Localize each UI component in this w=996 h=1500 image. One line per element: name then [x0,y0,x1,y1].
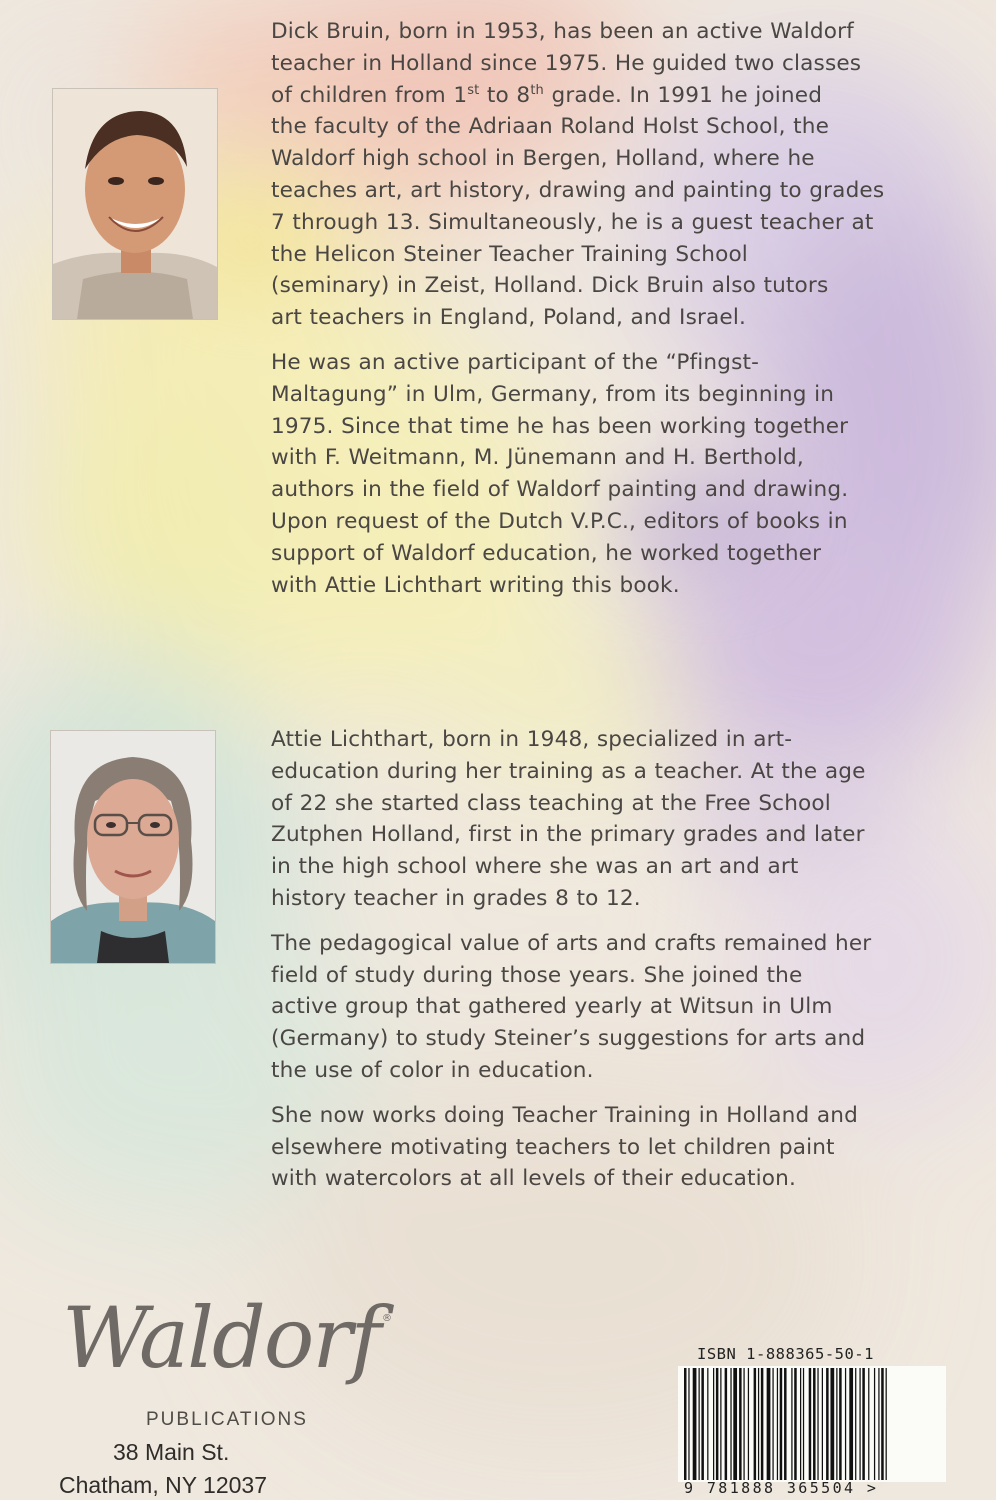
barcode-bar [688,1368,689,1480]
barcode [678,1366,946,1482]
barcode-bar [862,1368,865,1480]
barcode-bar [739,1368,742,1480]
barcode-bar [794,1368,797,1480]
barcode-bar [830,1368,834,1480]
barcode-bar [707,1368,708,1480]
barcode-bar [836,1368,837,1480]
barcode-bar [693,1368,697,1480]
bio-attie-paragraph-3: She now works doing Teacher Training in Holland and elsewhere motivating teachers to let children paint with watercolors at all levels of their education. [271,1102,858,1192]
barcode-bar [813,1368,816,1480]
barcode-bar [839,1368,842,1480]
barcode-bar [777,1368,778,1480]
logo-subtitle: PUBLICATIONS [146,1409,308,1430]
barcode-bar [699,1368,700,1480]
barcode-bar [874,1368,875,1480]
barcode-bar [743,1368,744,1480]
barcode-bar [758,1368,759,1480]
bio-dick-paragraph-2: He was an active participant of the “Pfingst- Maltagung” in Ulm, Germany, from its beginning in 1975. Since that time he has been working together with F. Weitmann, M. Jünemann and H. Berthold, authors in the field of Waldorf painting and drawing. Upon request of the Dutch V.P.C., editors of books in support of Waldorf education, he worked together with Attie Lichthart writing this book. [271,349,849,598]
barcode-bar [886,1368,887,1480]
barcode-bar [881,1368,884,1480]
barcode-bar [817,1368,818,1480]
barcode-bar [701,1368,704,1480]
barcode-bar [780,1368,783,1480]
barcode-bar [748,1368,749,1480]
isbn-label: ISBN 1-888365-50-1 [697,1345,874,1363]
barcode-bar [849,1368,853,1480]
barcode-bar [826,1368,829,1480]
logo-wordmark: Waldorf [62,1289,380,1387]
barcode-bar [868,1368,869,1480]
publisher-logo [54,1285,394,1500]
barcode-bar [859,1368,860,1480]
barcode-bar [754,1368,757,1480]
publisher-address-street: 38 Main St. [113,1439,230,1465]
barcode-digits: 9 781888 365504 > [684,1479,879,1497]
barcode-bar [791,1368,792,1480]
bio-attie-lichthart [271,724,951,1208]
barcode-bar [761,1368,764,1480]
barcode-bar [725,1368,728,1480]
registered-mark: ® [382,1313,392,1324]
barcode-bar [713,1368,714,1480]
barcode-bar [730,1368,731,1480]
barcode-bar [720,1368,721,1480]
author-photo-dick-bruin [52,88,218,320]
barcode-bar [803,1368,804,1480]
bio-dick-bruin [271,16,951,614]
barcode-bar [800,1368,801,1480]
barcode-bar [809,1368,812,1480]
bio-dick-paragraph-1: Dick Bruin, born in 1953, has been an active Waldorf teacher in Holland since 1975. He guided two classes of children from 1st to 8th grade. In 1991 he joined the faculty of the Adriaan Roland Holst School, the Waldorf high school in Bergen, Holland, where he teaches art, art history, drawing and painting to grades 7 through 13. Simultaneously, he is a guest teacher at the Helicon Steiner Teacher Training School (seminary) in Zeist, Holland. Dick Bruin also tutors art teachers in England, Poland, and Israel. [271,19,885,331]
barcode-bar [733,1368,737,1480]
publisher-address-city: Chatham, NY 12037 [59,1472,267,1498]
bio-attie-paragraph-2: The pedagogical value of arts and crafts remained her field of study during those years. She joined the active group that gathered yearly at Witsun in Ulm (Germany) to study Steiner’s suggestions for arts and the use of color in education. [271,930,872,1083]
barcode-bar [878,1368,879,1480]
barcode-bar [716,1368,719,1480]
barcode-bar [855,1368,856,1480]
barcode-bar [772,1368,773,1480]
barcode-bar [822,1368,823,1480]
barcode-bar [684,1368,687,1480]
barcode-bar [845,1368,846,1480]
author-photo-attie-lichthart [50,730,216,964]
barcode-bar [784,1368,787,1480]
barcode-bar [767,1368,771,1480]
bio-attie-paragraph-1: Attie Lichthart, born in 1948, specialized in art- education during her training as a teacher. At the age of 22 she started class teaching at the Free School Zutphen Holland, first in the primary grades and later in the high school where she was an art and art history teacher in grades 8 to 12. [271,727,866,911]
